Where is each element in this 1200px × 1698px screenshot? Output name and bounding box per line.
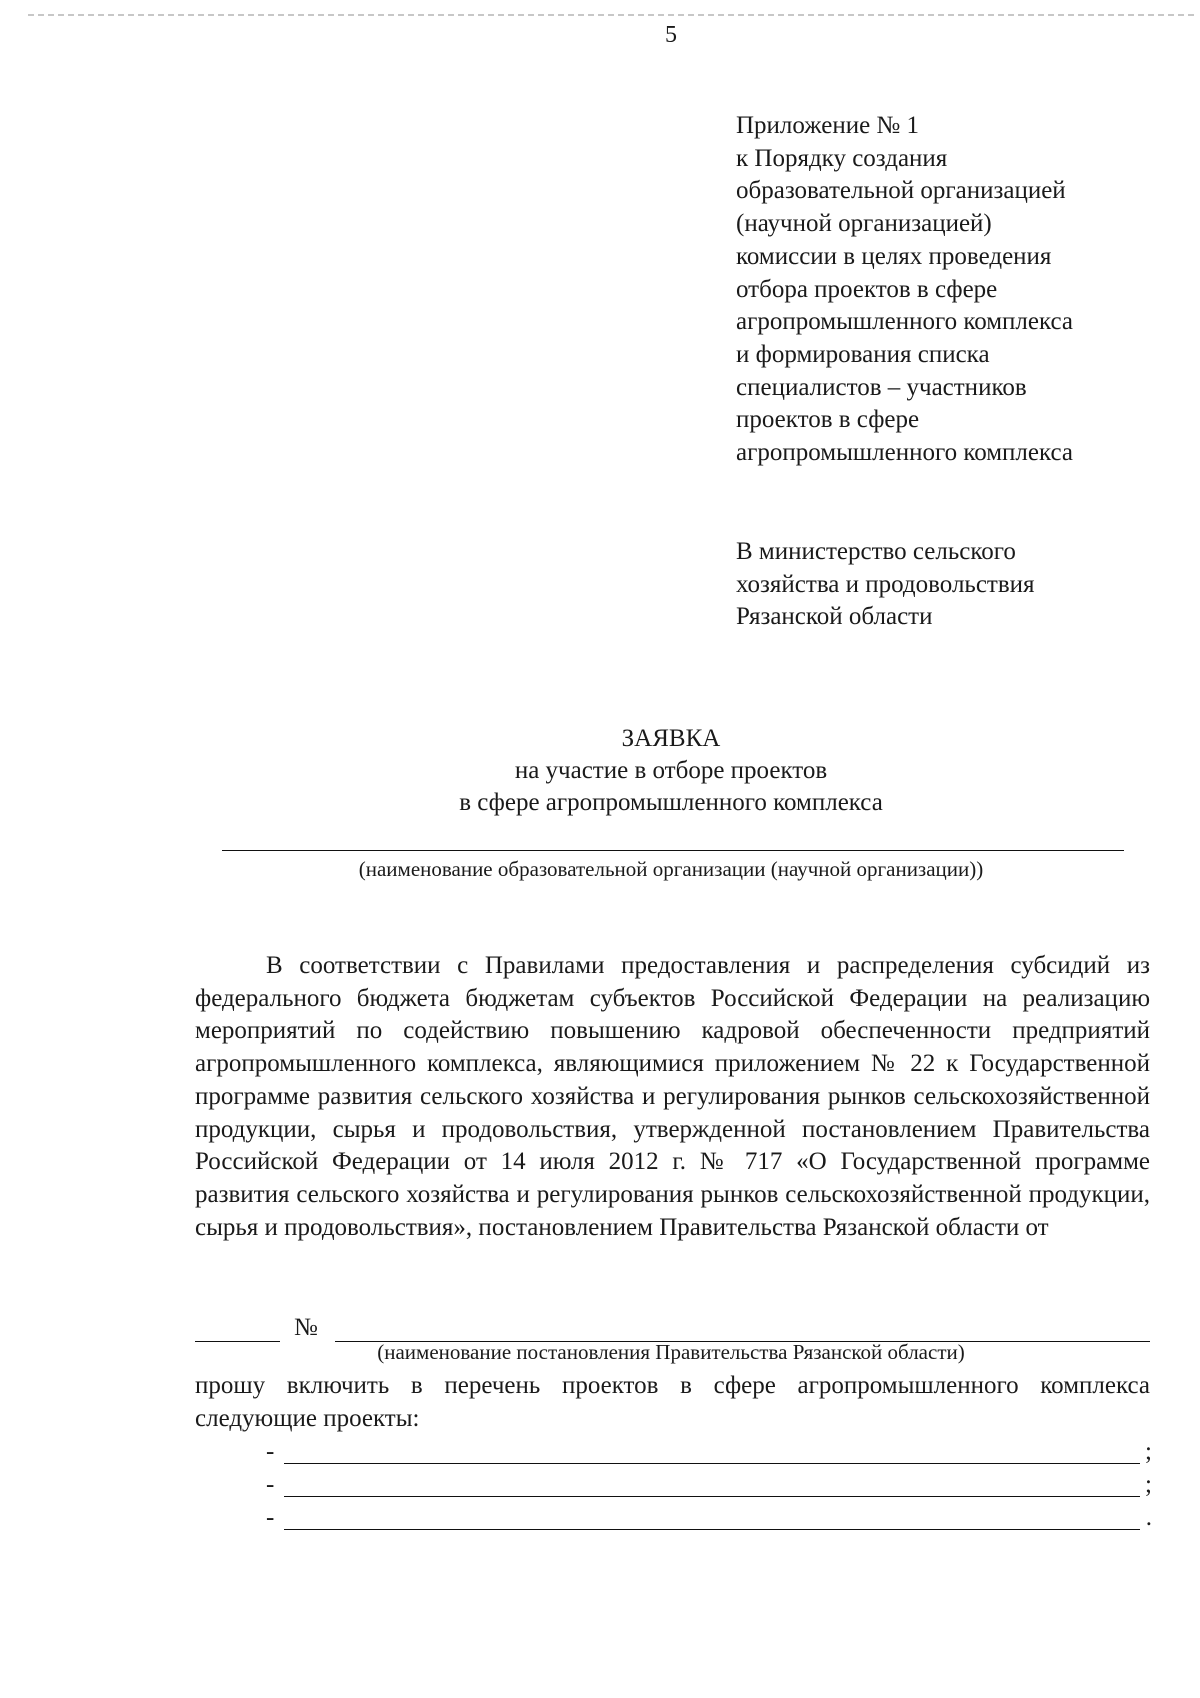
- document-title-subtitle: на участие в отборе проектов: [514, 757, 828, 784]
- document-title: [0, 723, 1200, 819]
- body-paragraph: В соответствии с Правилами предоставления и распределения субсидий из федерального бюджета бюджетам субъектов Российской Федерации на реализацию мероприятий по содействию повышению кадровой обеспеченности предприятий агропромышленного комплекса, являющимися приложением № 22 к Государственной программе развития сельского хозяйства и регулирования рынков сельскохозяйственной продукции, сырья и продовольствия, утвержденной постановлением Правительства Российской Федерации от 14 июля 2012 г. № 717 «О Государственной программе развития сельского хозяйства и регулирования рынков сельскохозяйственной продукции, сырья и продовольствия», постановлением Правительства Рязанской области от: [195, 952, 1150, 1241]
- project-dash: -: [266, 1438, 275, 1465]
- scan-edge-artifact: [28, 14, 1194, 16]
- addressee-line: Рязанской области: [736, 603, 933, 630]
- organization-name-blank: [222, 850, 1124, 851]
- appendix-line: специалистов – участников: [736, 373, 1027, 401]
- project-name-blank: [284, 1496, 1140, 1497]
- addressee-block: [736, 536, 1176, 634]
- appendix-line: (научной организацией): [736, 210, 992, 238]
- appendix-line: агропромышленного комплекса: [736, 308, 1074, 336]
- decree-number-sign: №: [294, 1314, 318, 1341]
- appendix-line: образовательной организацией: [736, 177, 1066, 205]
- appendix-block: [736, 110, 1176, 470]
- project-list-item: [266, 1504, 1152, 1537]
- project-name-blank: [284, 1463, 1140, 1464]
- project-dash: -: [266, 1504, 275, 1531]
- addressee-line: хозяйства и продовольствия: [736, 570, 1035, 598]
- appendix-line: агропромышленного комплекса: [736, 439, 1074, 467]
- project-name-blank: [284, 1529, 1140, 1530]
- addressee-line: В министерство сельского: [736, 538, 1016, 565]
- document-title-main: ЗАЯВКА: [621, 725, 721, 752]
- document-title-subtitle: в сфере агропромышленного комплекса: [459, 789, 883, 816]
- appendix-line: и формирования списка: [736, 340, 990, 368]
- page-number: 5: [665, 22, 677, 48]
- project-list-item: [266, 1438, 1152, 1471]
- decree-caption: (наименование постановления Правительства Рязанской области): [377, 1340, 965, 1364]
- project-end-mark: ;: [1145, 1438, 1152, 1465]
- project-dash: -: [266, 1471, 275, 1498]
- appendix-line: к Порядку создания: [736, 144, 948, 172]
- project-list: [266, 1438, 1152, 1537]
- project-end-mark: ;: [1145, 1471, 1152, 1498]
- appendix-line: Приложение № 1: [736, 112, 920, 139]
- request-paragraph: прошу включить в перечень проектов в сфере агропромышленного комплекса следующие проекты:: [195, 1372, 1150, 1432]
- appendix-line: комиссии в целях проведения: [736, 242, 1052, 270]
- appendix-line: проектов в сфере: [736, 406, 920, 434]
- appendix-line: отбора проектов в сфере: [736, 275, 998, 303]
- project-list-item: [266, 1471, 1152, 1504]
- organization-name-caption: (наименование образовательной организации (научной организации)): [358, 857, 984, 881]
- project-end-mark: .: [1145, 1504, 1152, 1531]
